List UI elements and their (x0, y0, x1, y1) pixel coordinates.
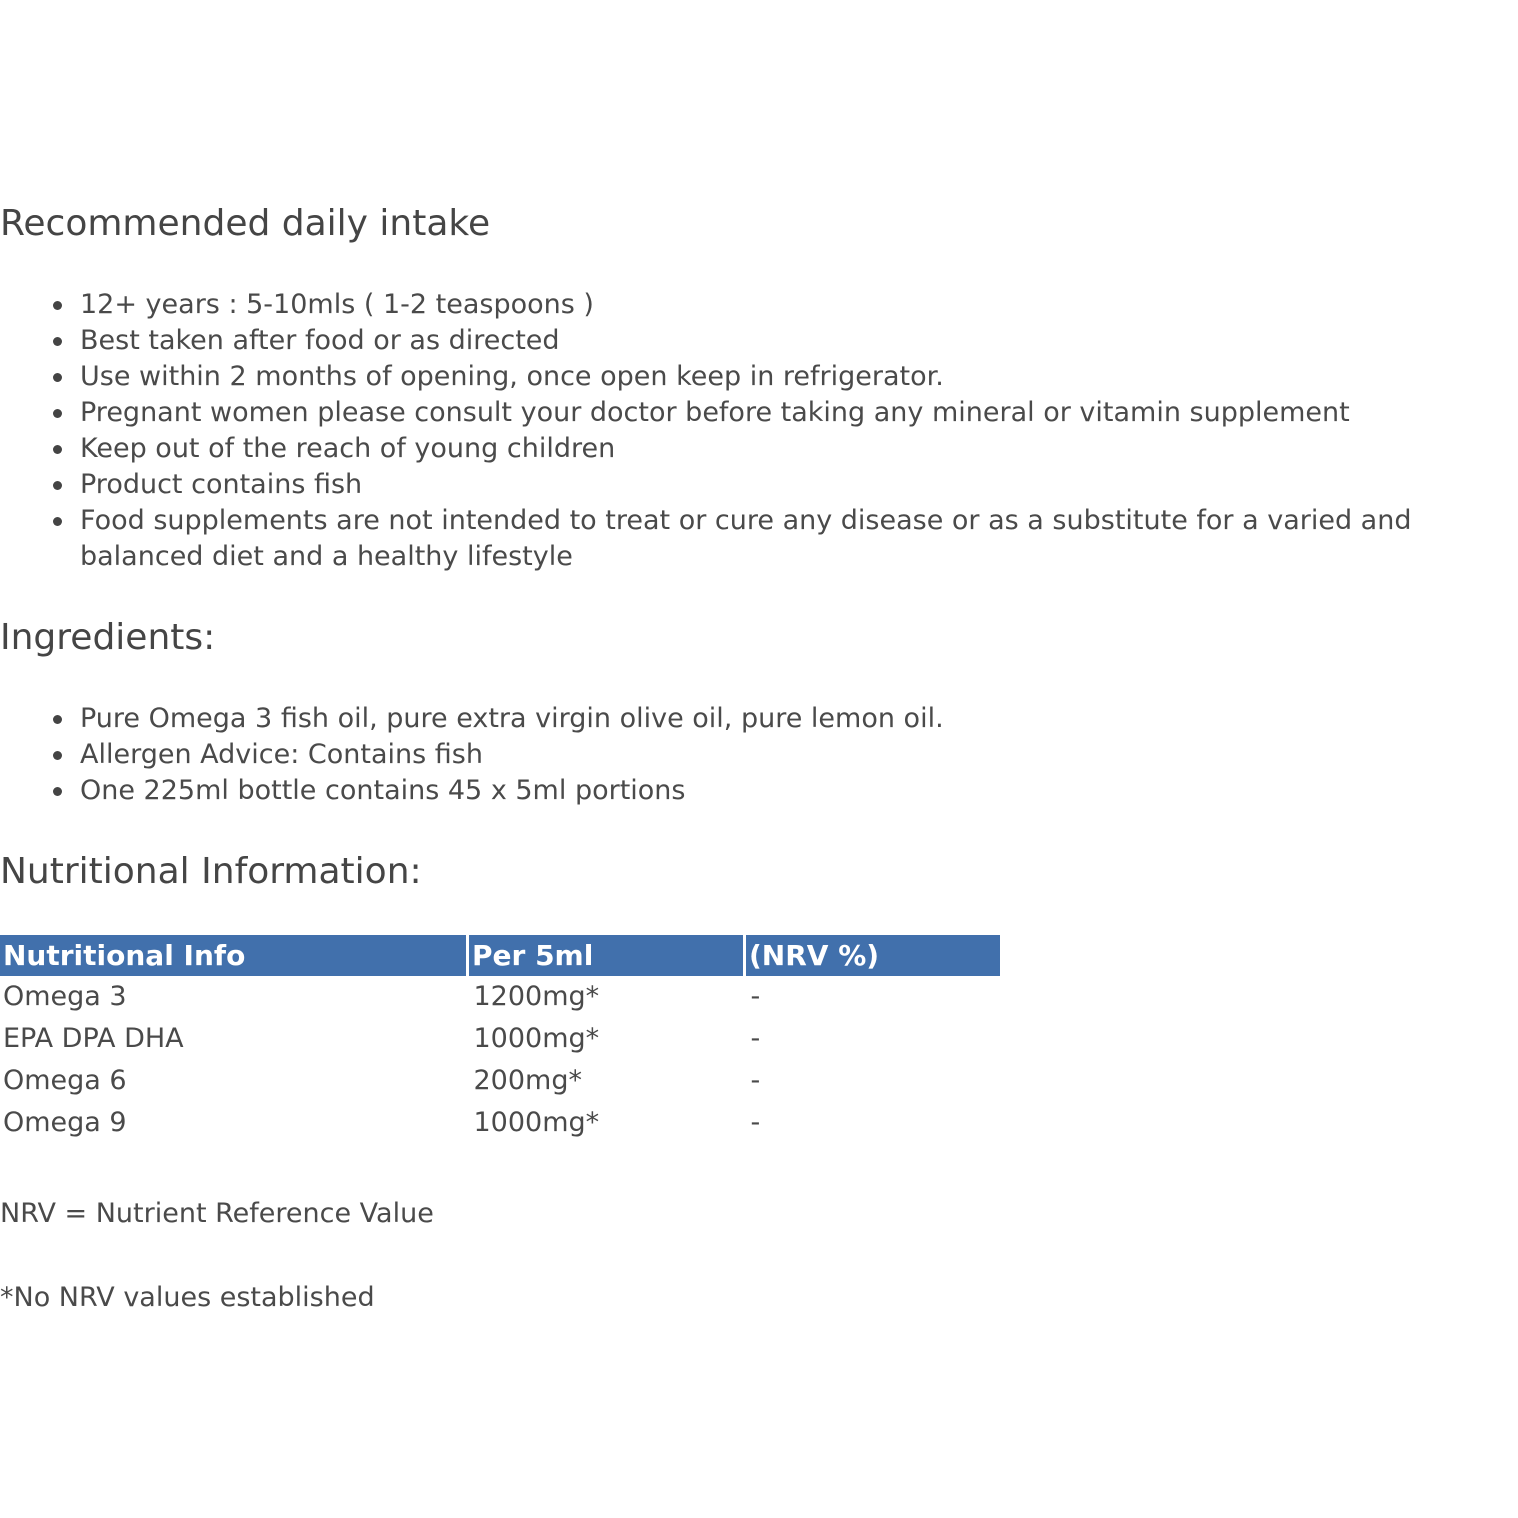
intake-list (0, 287, 1518, 575)
nutrient-nrv: - (750, 1107, 761, 1138)
list-item: Product contains fish (80, 467, 1518, 503)
ingredients-list (0, 701, 1518, 809)
nutrient-nrv: - (750, 1023, 761, 1054)
column-header-nutritional-info: Nutritional Info (0, 935, 468, 976)
column-header-nrv: (NRV %) (745, 935, 1001, 976)
nutrient-nrv: - (750, 1065, 761, 1096)
ingredients-heading: Ingredients: (0, 617, 216, 658)
list-item: Pure Omega 3 fish oil, pure extra virgin olive oil, pure lemon oil. (80, 701, 1518, 737)
list-item: 12+ years : 5-10mls ( 1-2 teaspoons ) (80, 287, 1518, 323)
nutrient-nrv: - (750, 981, 761, 1012)
nutrient-name: Omega 9 (3, 1107, 127, 1138)
intake-heading: Recommended daily intake (0, 203, 491, 244)
list-item: Pregnant women please consult your doctor before taking any mineral or vitamin supplement (80, 395, 1518, 431)
no-nrv-note: *No NRV values established (0, 1282, 375, 1313)
nutrition-heading: Nutritional Information: (0, 851, 422, 892)
nrv-definition-note: NRV = Nutrient Reference Value (0, 1198, 434, 1229)
nutrient-amount: 1000mg* (473, 1023, 600, 1054)
table-row (0, 1102, 1000, 1144)
list-item: Allergen Advice: Contains fish (80, 737, 1518, 773)
table-row (0, 1018, 1000, 1060)
list-item: Keep out of the reach of young children (80, 431, 1518, 467)
list-item: Best taken after food or as directed (80, 323, 1518, 359)
list-item: One 225ml bottle contains 45 x 5ml portions (80, 773, 1518, 809)
nutrient-amount: 1200mg* (473, 981, 600, 1012)
table-header-row (0, 935, 1000, 976)
list-item: Use within 2 months of opening, once open keep in refrigerator. (80, 359, 1518, 395)
list-item: Food supplements are not intended to treat or cure any disease or as a substitute for a varied and balanced diet and a healthy lifestyle (80, 503, 1518, 575)
nutrient-name: EPA DPA DHA (3, 1023, 184, 1054)
table-row (0, 1060, 1000, 1102)
nutrient-amount: 1000mg* (473, 1107, 600, 1138)
nutrient-amount: 200mg* (473, 1065, 582, 1096)
table-row (0, 976, 1000, 1018)
nutrient-name: Omega 6 (3, 1065, 127, 1096)
nutrient-name: Omega 3 (3, 981, 127, 1012)
nutrition-table (0, 935, 1000, 1144)
column-header-per-5ml: Per 5ml (468, 935, 745, 976)
